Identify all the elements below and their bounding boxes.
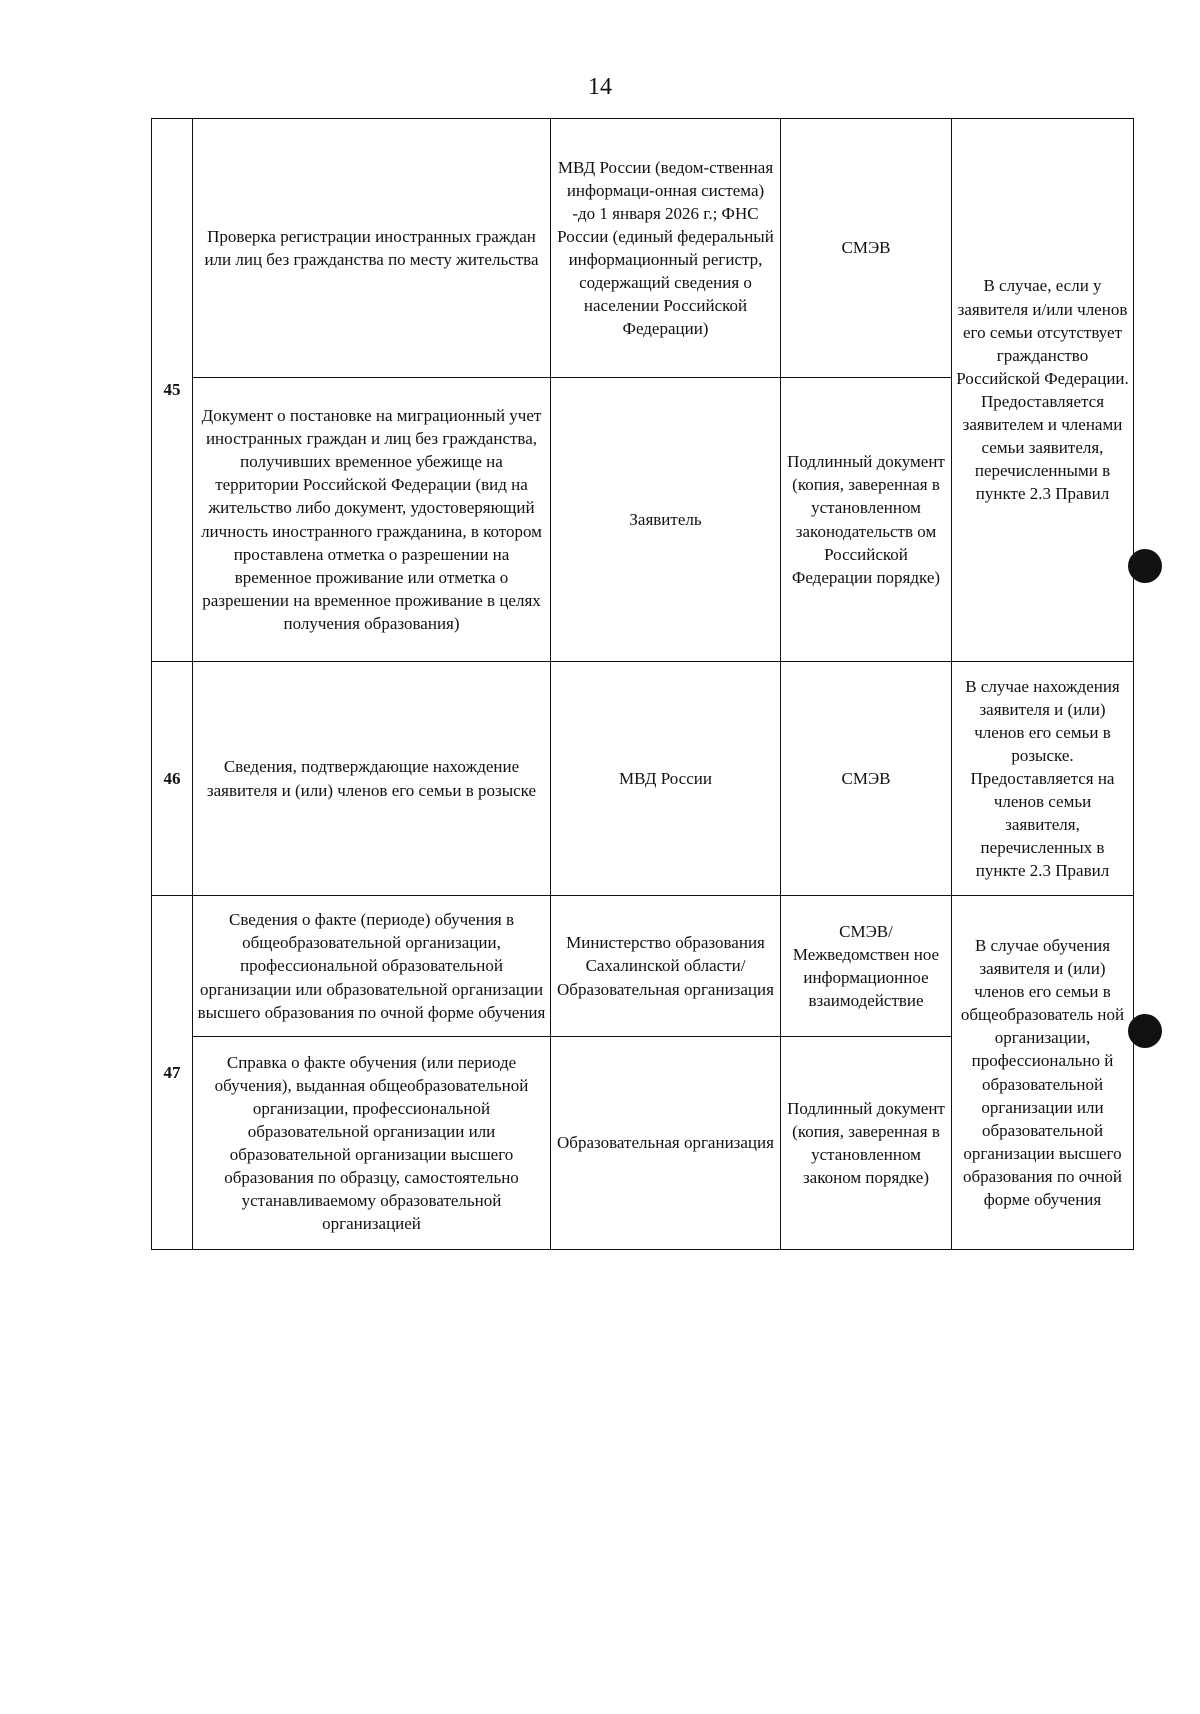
- document-name: Сведения о факте (периоде) обучения в общеобразовательной организации, профессиональной образовательной организации или образовательной организации высшего образования по очной форме обучения: [193, 896, 551, 1037]
- page-number: 14: [588, 74, 612, 100]
- submission-method: Подлинный документ (копия, заверенная в установленном законом порядке): [781, 1037, 952, 1250]
- document-name: Сведения, подтверждающие нахождение заявителя и (или) членов его семьи в розыске: [193, 662, 551, 896]
- table-row: [152, 896, 1134, 1037]
- punch-hole-mark: [1128, 549, 1162, 583]
- submission-method: СМЭВ: [781, 119, 952, 378]
- document-name: Справка о факте обучения (или периоде обучения), выданная общеобразовательной организации, профессиональной образовательной организации или образовательной организации высшего образования по образцу, самостоятельно устанавливаемому образовательной организацией: [193, 1037, 551, 1250]
- row-number: 46: [152, 662, 193, 896]
- submission-method: Подлинный документ (копия, заверенная в установленном законодательств ом Российской Федерации порядке): [781, 378, 952, 662]
- note-cell: В случае нахождения заявителя и (или) членов его семьи в розыске. Предоставляется на членов семьи заявителя, перечисленных в пункте 2.3 Правил: [952, 662, 1134, 896]
- document-source: Заявитель: [551, 378, 781, 662]
- document-name: Проверка регистрации иностранных граждан или лиц без гражданства по месту жительства: [193, 119, 551, 378]
- document-name: Документ о постановке на миграционный учет иностранных граждан и лиц без гражданства, получивших временное убежище на территории Российской Федерации (вид на жительство либо документ, удостоверяющий личность иностранного гражданина, в котором проставлена отметка о разрешении на временное проживание или отметка о разрешении на временное проживание в целях получения образования): [193, 378, 551, 662]
- row-number: 45: [152, 119, 193, 662]
- requirements-table: [151, 118, 1134, 1250]
- row-number: 47: [152, 896, 193, 1250]
- document-source: МВД России: [551, 662, 781, 896]
- document-source: МВД России (ведом-ственная информаци-онная система) -до 1 января 2026 г.; ФНС России (единый федеральный информационный регистр, содержащий сведения о населении Российской Федерации): [551, 119, 781, 378]
- document-source: Министерство образования Сахалинской области/ Образовательная организация: [551, 896, 781, 1037]
- submission-method: СМЭВ: [781, 662, 952, 896]
- punch-hole-mark: [1128, 1014, 1162, 1048]
- note-cell: В случае, если у заявителя и/или членов его семьи отсутствует гражданство Российской Федерации. Предоставляется заявителем и членами семьи заявителя, перечисленными в пункте 2.3 Правил: [952, 119, 1134, 662]
- document-source: Образовательная организация: [551, 1037, 781, 1250]
- table-row: [152, 119, 1134, 378]
- note-cell: В случае обучения заявителя и (или) членов его семьи в общеобразователь ной организации, профессионально й образовательной организации или образовательной организации высшего образования по очной форме обучения: [952, 896, 1134, 1250]
- table-row: [152, 662, 1134, 896]
- submission-method: СМЭВ/ Межведомствен ное информационное взаимодействие: [781, 896, 952, 1037]
